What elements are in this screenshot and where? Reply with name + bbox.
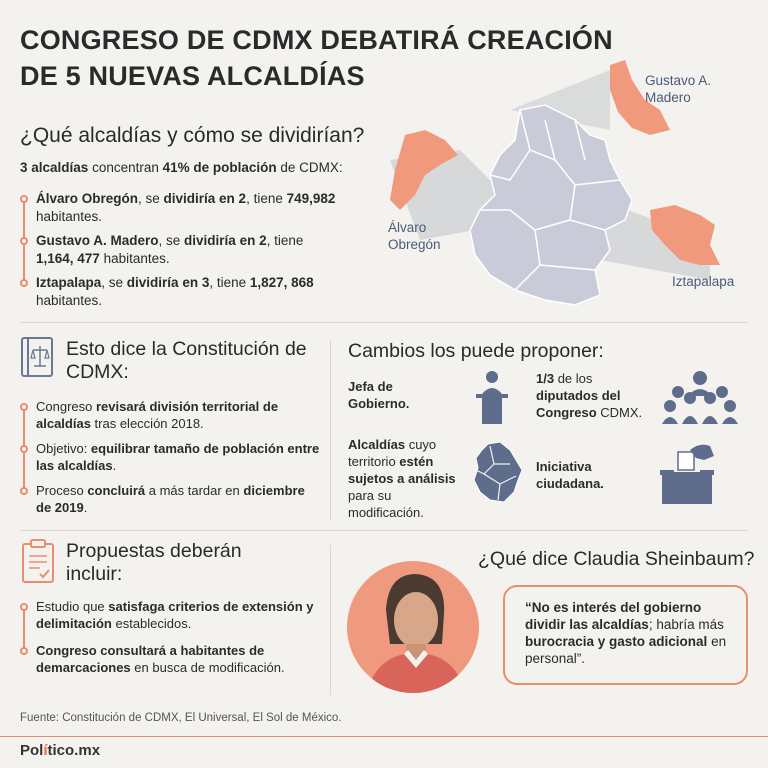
constitucion-title: Esto dice la Constitución de CDMX: xyxy=(66,338,307,383)
alcaldias-text: Alcaldías cuyo territorio estén sujetos a análisis para su modificación. xyxy=(348,437,456,520)
jefa-text: Jefa de Gobierno. xyxy=(348,379,410,411)
cambios-title: Cambios los puede proponer: xyxy=(348,340,604,362)
list-item: Iztapalapa, se dividiría en 3, tiene 1,827, 868 habitantes. xyxy=(20,274,340,310)
list-item: Congreso revisará división territorial de alcaldías tras elección 2018. xyxy=(20,398,320,432)
clipboard-checklist-icon xyxy=(20,538,56,584)
list-item: Gustavo A. Madero, se dividiría en 2, tiene 1,164, 477 habitantes. xyxy=(20,232,340,268)
constitution-book-icon xyxy=(20,336,56,380)
label-ao: Álvaro Obregón xyxy=(388,220,441,252)
list-item: Álvaro Obregón, se dividiría en 2, tiene 749,982 habitantes. xyxy=(20,190,340,226)
section-question: ¿Qué alcaldías y cómo se dividirían? xyxy=(20,124,365,147)
ballot-box-icon xyxy=(660,440,716,506)
list-item: Proceso concluirá a más tardar en diciembre de 2019. xyxy=(20,482,320,516)
cdmx-mini-map-icon xyxy=(470,440,524,504)
intro-text: 3 alcaldías concentran 41% de población de CDMX: xyxy=(20,160,343,175)
list-item: Objetivo: equilibrar tamaño de población entre las alcaldías. xyxy=(20,440,320,474)
propuestas-title: Propuestas deberán incluir: xyxy=(66,540,242,585)
source-text: Fuente: Constitución de CDMX, El Universal, El Sol de México. xyxy=(20,712,342,724)
label-gam: Gustavo A. Madero xyxy=(645,73,712,105)
label-izt: Iztapalapa xyxy=(672,274,735,289)
sheinbaum-quote: “No es interés del gobierno dividir las alcaldías; habría más burocracia y gasto adicional en personal”. xyxy=(503,585,748,685)
propuestas-list xyxy=(20,598,330,688)
alcaldias-list xyxy=(20,190,340,310)
list-item: Congreso consultará a habitantes de demarcaciones en busca de modificación. xyxy=(20,642,320,676)
group-people-icon xyxy=(660,368,740,424)
constitucion-list xyxy=(20,398,330,518)
diputados-text: 1/3 de los diputados del Congreso CDMX. xyxy=(536,371,643,420)
sheinbaum-portrait xyxy=(346,560,480,694)
sheinbaum-title: ¿Qué dice Claudia Sheinbaum? xyxy=(478,548,755,570)
page-title: CONGRESO DE CDMX DEBATIRÁ CREACIÓN DE 5 NUEVAS ALCALDÍAS xyxy=(20,25,613,91)
politico-logo: Político.mx xyxy=(20,742,101,759)
iniciativa-text: Iniciativa ciudadana. xyxy=(536,459,604,491)
podium-speaker-icon xyxy=(468,368,516,424)
list-item: Estudio que satisfaga criterios de extensión y delimitación establecidos. xyxy=(20,598,320,632)
